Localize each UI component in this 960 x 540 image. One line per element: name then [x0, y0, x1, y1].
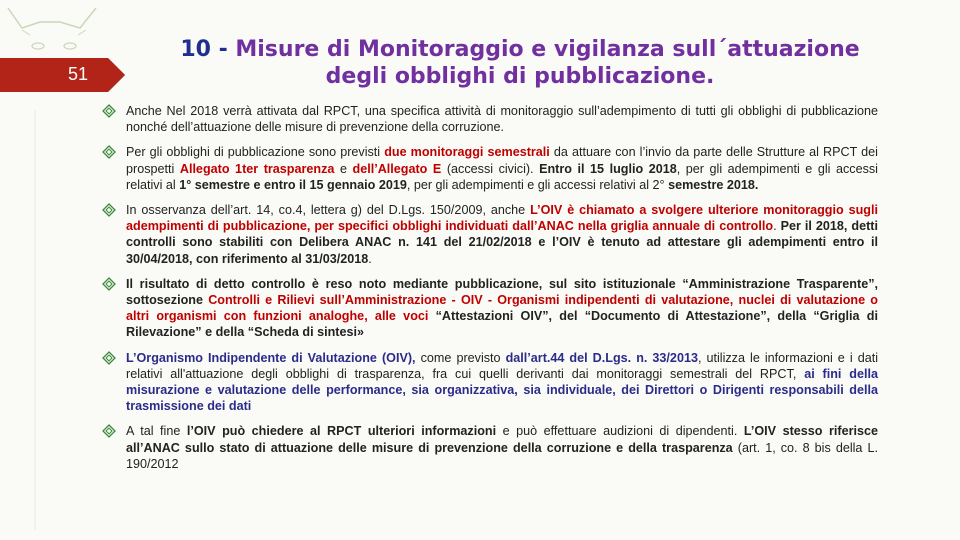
diamond-bullet-icon [102, 203, 116, 217]
bullet-text: . [368, 251, 372, 266]
bullet-text: da attuare con l’invio da parte delle Strutture al RPCT dei prospetti [126, 145, 878, 176]
diamond-bullet-icon [102, 145, 116, 159]
bullet-item [100, 423, 878, 472]
bullet-item [100, 276, 878, 341]
blue-bold-text: L’Organismo Indipendente di Valutazione (OIV), [126, 350, 416, 365]
bullet-item [100, 202, 878, 267]
bold-text: Per il 2018, detti controlli sono stabiliti con Delibera ANAC n. 141 del 21/02/2018 e l’OIV è tenuto ad attestare gli adempimenti entro il 30/04/2018, con riferimento al 31/03/2018 [126, 219, 879, 266]
bold-text: “Attestazioni OIV”, del “Documento di Attestazione”, della “Griglia di Rilevazione” e della “Scheda di sintesi» [126, 309, 878, 340]
diamond-bullet-icon [102, 351, 116, 365]
bullet-text: A tal fine [126, 424, 187, 439]
bullet-item [100, 144, 878, 193]
bullet-text: , per gli adempimenti e gli accessi relativi al 2° [406, 177, 669, 192]
bold-text: Entro il 15 luglio 2018 [539, 161, 677, 176]
slide-title [150, 36, 890, 90]
bullet-text: e può effettuare audizioni di dipendenti. [496, 424, 744, 439]
bullet-text: , utilizza le informazioni e i dati relativi all'attuazione degli obblighi di trasparenza, fra cui quelli derivanti dai monitoraggi semestrali del RPCT, [126, 350, 878, 381]
title-number: 10 - [180, 37, 228, 62]
bold-text: L’OIV stesso riferisce all’ANAC sullo stato di attuazione delle misure di prevenzione della corruzione e della trasparenza [126, 424, 878, 455]
blue-bold-text: dall’art.44 del D.Lgs. n. 33/2013 [505, 350, 698, 365]
bullet-text: come previsto [415, 350, 506, 365]
highlight-text: Allegato 1ter trasparenza [179, 161, 335, 176]
bold-text: semestre 2018. [668, 177, 759, 192]
highlight-text: Controlli e Rilievi sull’Amministrazione - OIV - Organismi indipendenti di valutazione, nuclei di valutazione o altri organismi con funzioni analoghe, alle voci [126, 293, 878, 324]
diamond-bullet-icon [102, 104, 116, 118]
bullet-item [100, 103, 878, 135]
slide-number-badge [0, 58, 125, 92]
bullet-text: Anche Nel 2018 verrà attivata dal RPCT, una specifica attività di monitoraggio sull’adempimento di tutti gli obblighi di pubblicazione nonché dell’attuazione delle misure di prevenzione della corruzione. [126, 104, 878, 135]
bold-text: l’OIV può chiedere al RPCT ulteriori informazioni [186, 424, 497, 439]
title-text: Misure di Monitoraggio e vigilanza sull´attuazione degli obblighi di pubblicazione. [227, 37, 860, 89]
bullet-text: e [334, 161, 353, 176]
highlight-text: due monitoraggi semestrali [384, 145, 550, 160]
bullet-text: In osservanza dell’art. 14, co.4, lettera g) del D.Lgs. 150/2009, anche [126, 203, 531, 218]
highlight-text: L’OIV è chiamato a svolgere ulteriore monitoraggio sugli adempimenti di pubblicazione, per specifici obblighi individuati dall’ANAC nella griglia annuale di controllo [126, 203, 878, 234]
slide-number: 51 [67, 64, 89, 84]
bullet-text: Per gli obblighi di pubblicazione sono previsti [126, 145, 385, 160]
bullet-text: (art. 1, co. 8 bis della L. 190/2012 [126, 440, 878, 471]
bold-text: 1° semestre e entro il 15 gennaio 2019 [179, 177, 407, 192]
bullet-text: , per gli adempimenti e gli accessi relativi al [126, 161, 878, 192]
diamond-bullet-icon [102, 424, 116, 438]
blue-bold-text: ai fini della misurazione e valutazione delle performance, sia organizzativa, sia individuale, dei Direttori o Dirigenti responsabili della trasmissione dei dati [126, 366, 878, 414]
bullet-text: Il risultato di detto controllo è reso noto mediante pubblicazione, sul sito istituzionale “Amministrazione Trasparente”, sottosezione [126, 276, 878, 308]
bullet-list [100, 103, 878, 481]
bullet-item [100, 350, 878, 415]
highlight-text: dell’Allegato E [352, 161, 442, 176]
bullet-text: (accessi civici). [441, 161, 540, 176]
bullet-text: . [773, 219, 781, 234]
diamond-bullet-icon [102, 277, 116, 291]
